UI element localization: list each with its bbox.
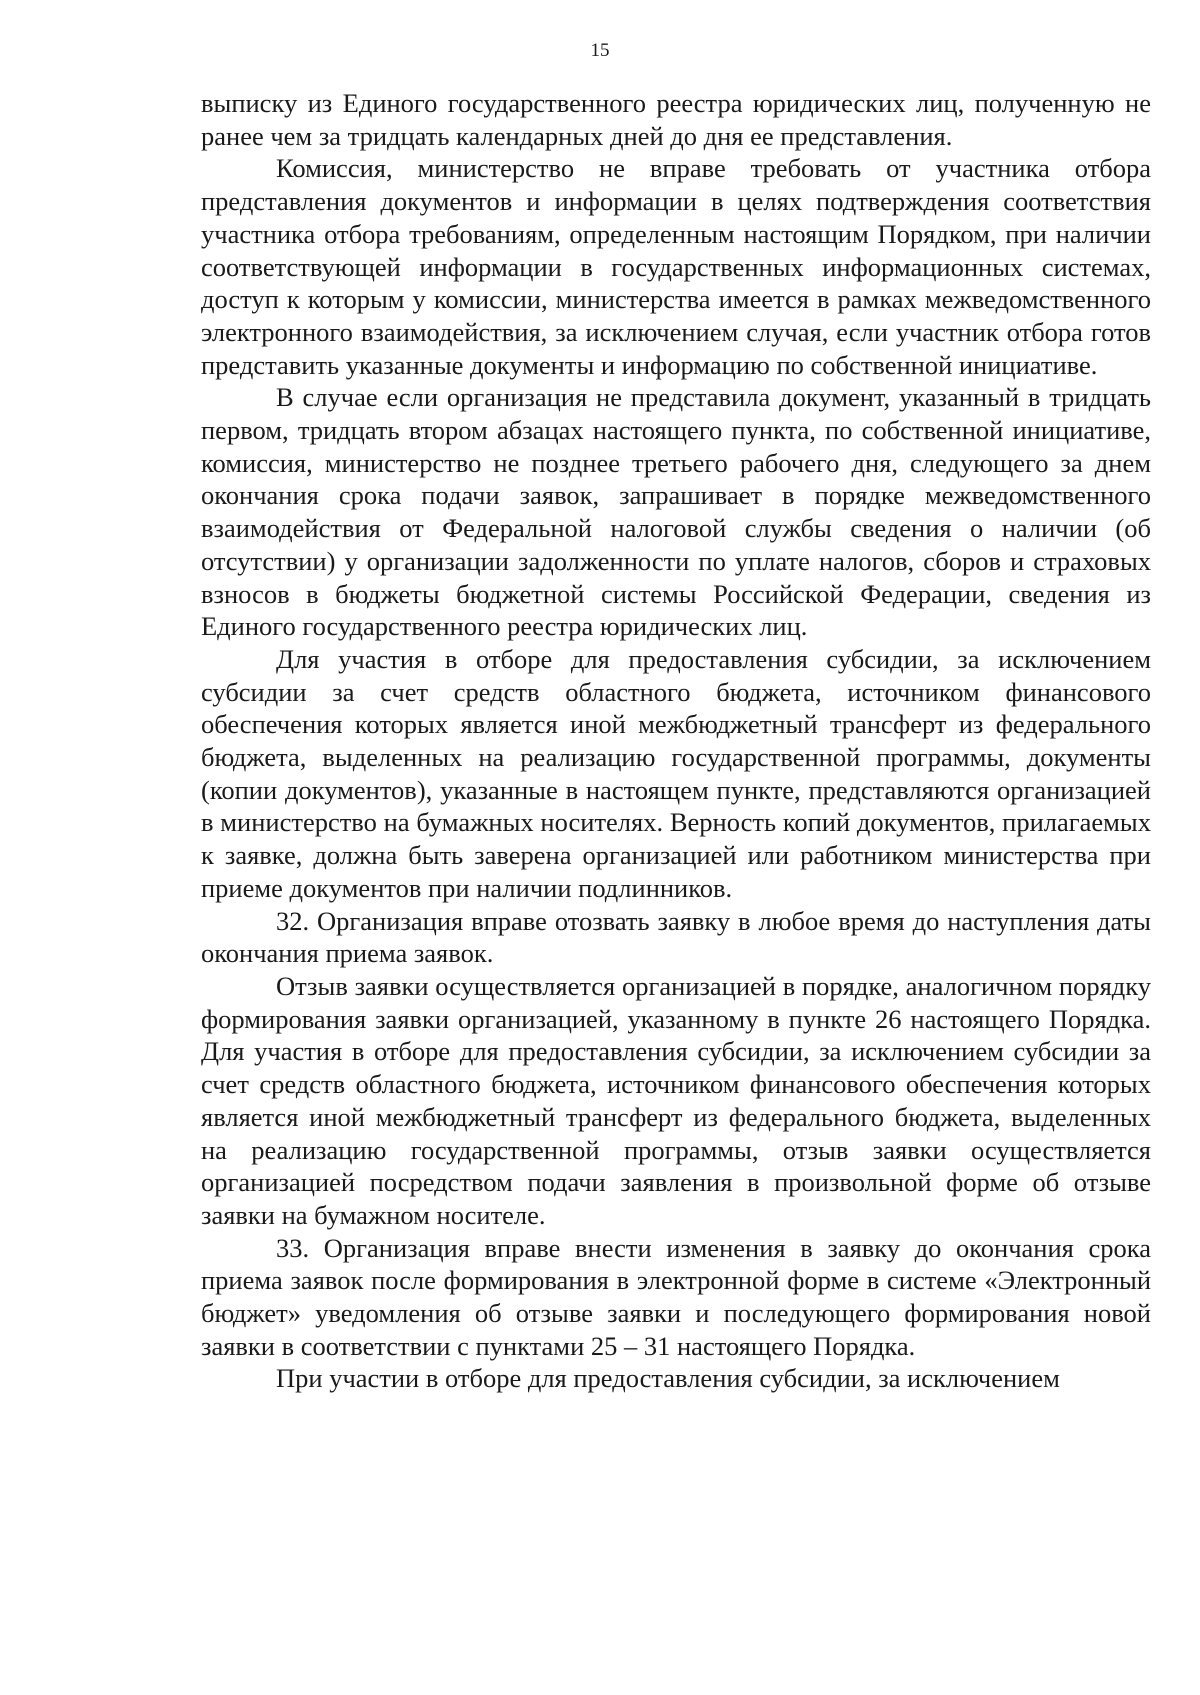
paragraph-item-32: 32. Организация вправе отозвать заявку в любое время до наступления даты окончания приема заявок.	[201, 905, 1151, 969]
paragraph-commission-not-entitled: Комиссия, министерство не вправе требовать от участника отбора представления документов и информации в целях подтверждения соответствия участника отбора требованиям, определенным настоящим Порядком, при наличии соответствующей информации в государственных информационных системах, доступ к которым у комиссии, министерства имеется в рамках межведомственного электронного взаимодействия, за исключением случая, если участник отбора готов представить указанные документы и информацию по собственной инициативе.	[201, 153, 1151, 380]
paragraph-withdrawal-procedure: Отзыв заявки осуществляется организацией в порядке, аналогичном порядку формирования заявки организацией, указанному в пункте 26 настоящего Порядка. Для участия в отборе для предоставления субсидии, за исключением субсидии за счет средств областного бюджета, источником финансового обеспечения которых является иной межбюджетный трансферт из федерального бюджета, выделенных на реализацию государственной программы, отзыв заявки осуществляется организацией посредством подачи заявления в произвольной форме об отзыве заявки на бумажном носителе.	[201, 970, 1151, 1230]
page-number: 15	[590, 40, 610, 61]
paragraph-interagency-request: В случае если организация не представила документ, указанный в тридцать первом, тридцать втором абзацах настоящего пункта, по собственной инициативе, комиссия, министерство не позднее третьего рабочего дня, следующего за днем окончания срока подачи заявок, запрашивает в порядке межведомственного взаимодействия от Федеральной налоговой службы сведения о наличии (об отсутствии) у организации задолженности по уплате налогов, сборов и страховых взносов в бюджеты бюджетной системы Российской Федерации, сведения из Единого государственного реестра юридических лиц.	[201, 382, 1151, 642]
paragraph-egrul-extract: выписку из Единого государственного реестра юридических лиц, полученную не ранее чем за тридцать календарных дней до дня ее представления.	[201, 88, 1151, 151]
paragraph-item-33: 33. Организация вправе внести изменения в заявку до окончания срока приема заявок после формирования в электронной форме в системе «Электронный бюджет» уведомления об отзыве заявки и последующего формирования новой заявки в соответствии с пунктами 25 – 31 настоящего Порядка.	[201, 1232, 1151, 1361]
document-body	[201, 87, 1151, 1395]
paragraph-paper-documents: Для участия в отборе для предоставления субсидии, за исключением субсидии за счет средств областного бюджета, источником финансового обеспечения которых является иной межбюджетный трансферт из федерального бюджета, выделенных на реализацию государственной программы, документы (копии документов), указанные в настоящем пункте, представляются организацией в министерство на бумажных носителях. Верность копий документов, прилагаемых к заявке, должна быть заверена организацией или работником министерства при приеме документов при наличии подлинников.	[201, 643, 1151, 903]
paragraph-continuation: При участии в отборе для предоставления субсидии, за исключением	[276, 1363, 1060, 1394]
